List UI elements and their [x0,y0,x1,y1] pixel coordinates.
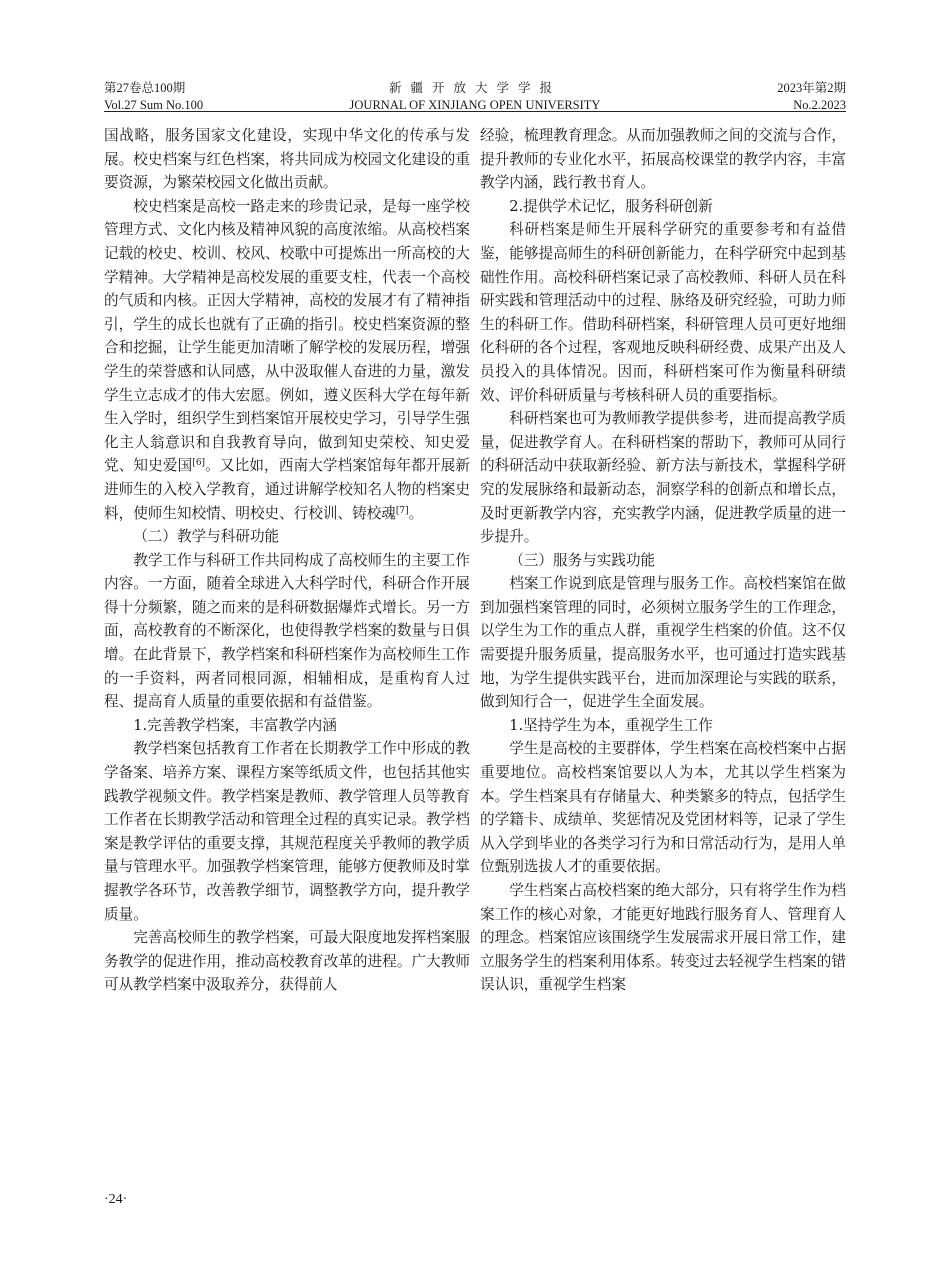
paragraph-text: 。又比如，西南大学档案馆每年都开展新进师生的入校入学教育，通过讲解学校知名人物的档案史料，使师生知校情、明校史、行校训、铸校魂 [104,457,470,522]
left-column [104,124,470,997]
header-issue-cn: 2023年第2期 [777,81,846,95]
section-heading: （三）服务与实践功能 [509,551,656,569]
running-header [104,80,846,114]
header-journal-title [104,80,846,114]
paragraph: 科研档案是师生开展科学研究的重要参考和有益借鉴，能够提高师生的科研创新能力，在科学研究中起到基础性作用。高校科研档案记录了高校教师、科研人员在科研实践和管理活动中的过程、脉络及研究经验，可助力师生的科研工作。借助科研档案，科研管理人员可更好地细化科研的各个过程，客观地反映科研经费、成果产出及人员投入的具体情况。因而，科研档案可作为衡量科研绩效、评价科研质量与考核科研人员的重要指标。 [480,221,846,404]
header-journal-title-en: JOURNAL OF XINJIANG OPEN UNIVERSITY [349,98,601,112]
paragraph-text: 校史档案是高校一路走来的珍贵记录，是每一座学校管理方式、文化内核及精神风貌的高度浓缩。从高校档案记载的校史、校训、校风、校歌中可提炼出一所高校的大学精神。大学精神是高校发展的重要支柱，代表一个高校的气质和内核。正因大学精神，高校的发展才有了精神指引，学生的成长也就有了正确的指引。校史档案资源的整合和挖掘，让学生能更加清晰了解学校的发展历程，增强学生的荣誉感和认同感，从中汲取催人奋进的力量，激发学生立志成才的伟大宏愿。例如，遵义医科大学在每年新生入学时，组织学生到档案馆开展校史学习，引导学生强化主人翁意识和自我教育导向，做到知史荣校、知史爱党、知史爱国 [104,197,470,475]
section-heading: （二）教学与科研功能 [133,528,280,546]
header-journal-title-cn: 新疆开放大学学报 [388,81,561,95]
right-column [480,124,846,997]
header-issue-en: No.2.2023 [793,98,846,112]
subsection-heading: 1.坚持学生为本，重视学生工作 [509,716,713,734]
paragraph: 国战略，服务国家文化建设，实现中华文化的传承与发展。校史档案与红色档案，将共同成为校园文化建设的重要资源，为繁荣校园文化做出贡献。 [104,127,470,192]
paragraph: 档案工作说到底是管理与服务工作。高校档案馆在做到加强档案管理的同时，必须树立服务学生的工作理念，以学生为工作的重点人群，重视学生档案的价值。这不仅需要提升服务质量，提高服务水平，也可通过打造实践基地，为学生提供实践平台，进而加深理论与实践的联系，做到知行合一，促进学生全面发展。 [480,575,846,711]
paragraph: 科研档案也可为教师教学提供参考，进而提高教学质量，促进教学育人。在科研档案的帮助下，教师可从同行的科研活动中获取新经验、新方法与新技术，掌握科学研究的发展脉络和最新动态，洞察学科的创新点和增长点，及时更新教学内容，充实教学内涵，促进教学质量的进一步提升。 [480,410,846,546]
citation-ref: [6] [192,458,206,469]
paragraph: 学生档案占高校档案的绝大部分，只有将学生作为档案工作的核心对象，才能更好地践行服务育人、管理育人的理念。档案馆应该围绕学生发展需求开展日常工作，建立服务学生的档案利用体系。转变过去轻视学生档案的错误认识，重视学生档案 [480,882,846,994]
paragraph: 完善高校师生的教学档案，可最大限度地发挥档案服务教学的促进作用，推动高校教育改革的进程。广大教师可从教学档案中汲取养分，获得前人 [104,929,470,994]
paragraph: 教学档案包括教育工作者在长期教学工作中形成的教学备案、培养方案、课程方案等纸质文件，也包括其他实践教学视频文件。教学档案是教师、教学管理人员等教育工作者在长期教学活动和管理全过程的真实记录。教学档案是教学评估的重要支撑，其规范程度关乎教师的教学质量与管理水平。加强教学档案管理，能够方便教师及时掌握教学各环节，改善教学细节，调整教学方向，提升教学质量。 [104,740,470,923]
paragraph: 教学工作与科研工作共同构成了高校师生的主要工作内容。一方面，随着全球进入大科学时代，科研合作开展得十分频繁，随之而来的是科研数据爆炸式增长。另一方面，高校教育的不断深化，也使得教学档案的数量与日俱增。在此背景下，教学档案和科研档案作为高校师生工作的一手资料，两者同根同源，相辅相成，是重构育人过程、提高育人质量的重要依据和有益借鉴。 [104,551,470,711]
subsection-heading: 1.完善教学档案，丰富教学内涵 [133,716,337,734]
citation-ref: [7] [395,505,409,516]
header-issue [777,80,846,114]
subsection-heading: 2.提供学术记忆，服务科研创新 [509,197,713,215]
header-volume-cn: 第27卷总100期 [104,81,186,95]
paragraph-text: 。 [408,504,424,522]
paragraph: 学生是高校的主要群体，学生档案在高校档案中占据重要地位。高校档案馆要以人为本，尤其以学生档案为本。学生档案具有存储量大、种类繁多的特点，包括学生的学籍卡、成绩单、奖惩情况及党团材料等，记录了学生从入学到毕业的各类学习行为和日常活动行为，是用人单位甄别选拔人才的重要依据。 [480,740,846,876]
header-volume-en: Vol.27 Sum No.100 [104,98,204,112]
header-rule [104,111,846,112]
paragraph [104,195,470,525]
paragraph: 经验，梳理教育理念。从而加强教师之间的交流与合作，提升教师的专业化水平，拓展高校课堂的教学内容，丰富教学内涵，践行教书育人。 [480,127,846,192]
page-number: ·24· [104,1192,128,1207]
